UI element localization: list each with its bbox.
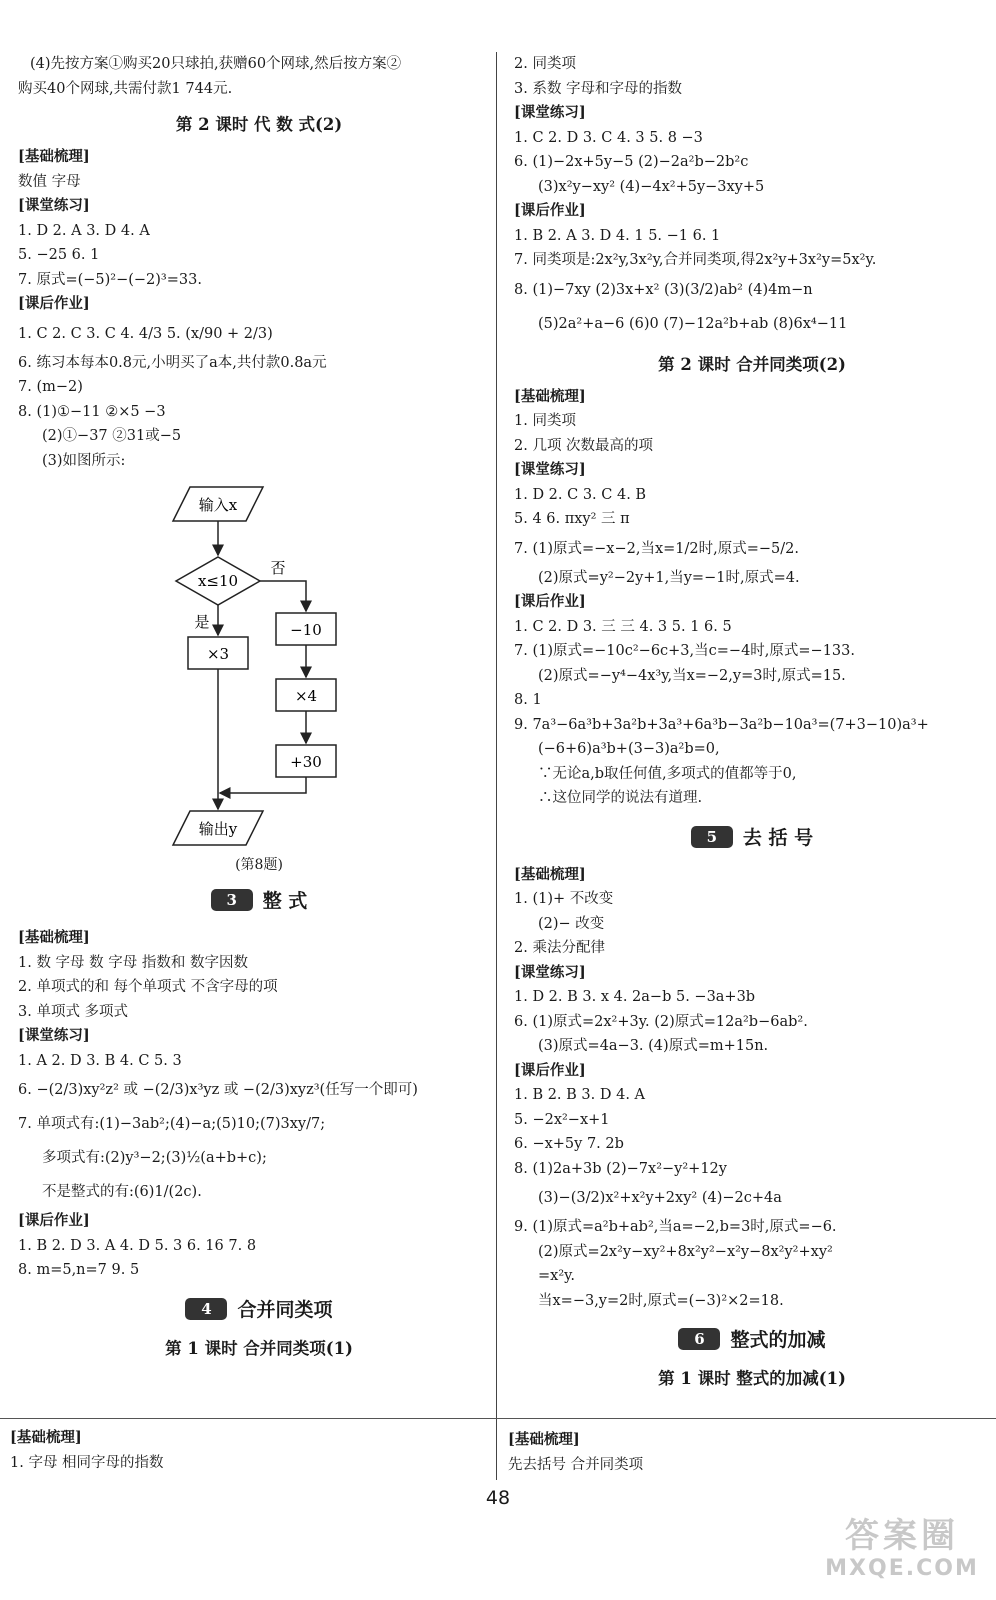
lesson-title: 第 2 课时 合并同类项(2) <box>658 354 846 374</box>
text-line: =x²y. <box>538 1268 576 1284</box>
right-bottom-block <box>508 1428 988 1477</box>
text-line: 8. (1)−7xy (2)3x+x² (3)(3/2)ab² (4)4m−n <box>514 281 813 298</box>
section-heading <box>18 888 500 914</box>
section-number: 5 <box>691 826 733 848</box>
watermark-line: 答案圈 <box>845 1516 959 1556</box>
text-line: 不是整式的有:(6)1/(2c). <box>42 1184 202 1200</box>
text-line: 6. −(2/3)xy²z² 或 −(2/3)x³yz 或 −(2/3)xyz³(任写一个即可) <box>18 1082 418 1098</box>
text-line: (2)原式=y²−2y+1,当y=−1时,原式=4. <box>538 569 800 586</box>
section-number: 4 <box>185 1298 227 1320</box>
text-line: 3. 单项式 多项式 <box>18 1003 129 1020</box>
text-line: 2. 几项 次数最高的项 <box>514 437 654 454</box>
left-column <box>18 52 500 1369</box>
section-tag: [ 基础梳理 ] <box>10 1426 490 1451</box>
section-title: 合并同类项 <box>237 1298 333 1321</box>
text-line: 7. 同类项是:2x²y,3x²y,合并同类项,得2x²y+3x²y=5x²y. <box>514 252 877 268</box>
text-line: 1. 字母 相同字母的指数 <box>10 1454 164 1471</box>
text-line: (5)2a²+a−6 (6)0 (7)−12a²b+ab (8)6x⁴−11 <box>538 315 848 332</box>
text-line: (2)①−37 ②31或−5 <box>42 428 182 444</box>
text-line: (3)如图所示: <box>42 452 126 469</box>
flowchart <box>168 477 408 852</box>
flow-minus10-label: −10 <box>290 621 322 639</box>
section-heading <box>514 825 990 851</box>
text-line: 2. 乘法分配律 <box>514 940 605 956</box>
text-line: 多项式有:(2)y³−2;(3)½(a+b+c); <box>42 1150 267 1166</box>
text-line: 5. −2x²−x+1 <box>514 1111 610 1128</box>
section-heading <box>514 1327 990 1353</box>
text-line: 7. (1)原式=−10c²−6c+3,当c=−4时,原式=−133. <box>514 643 855 659</box>
section-tag: [ 课后作业 ] <box>18 1209 500 1234</box>
flow-arrow <box>220 777 306 793</box>
text-line: 7. (1)原式=−x−2,当x=1/2时,原式=−5/2. <box>514 540 799 557</box>
text-line: 1. D 2. A 3. D 4. A <box>18 222 150 239</box>
text-line: 3. 系数 字母和字母的指数 <box>514 80 683 97</box>
section-tag: [ 基础梳理 ] <box>514 863 990 888</box>
lesson-title: 第 1 课时 合并同类项(1) <box>165 1338 353 1358</box>
text-line: (3)x²y−xy² (4)−4x²+5y−3xy+5 <box>538 178 765 195</box>
text-line: (−6+6)a³b+(3−3)a²b=0, <box>538 741 720 757</box>
text-line: 2. 单项式的和 每个单项式 不含字母的项 <box>18 979 278 995</box>
text-line: 8. (1)2a+3b (2)−7x²−y²+12y <box>514 1160 727 1177</box>
text-line: 6. 练习本每本0.8元,小明买了a本,共付款0.8a元 <box>18 354 327 371</box>
text-line: 1. B 2. D 3. A 4. D 5. 3 6. 16 7. 8 <box>18 1237 257 1254</box>
text-line: (2)原式=−y⁴−4x³y,当x=−2,y=3时,原式=15. <box>538 667 846 684</box>
text-line: 7. 单项式有:(1)−3ab²;(4)−a;(5)10;(7)3xy/7; <box>18 1116 326 1132</box>
flow-plus30-label: +30 <box>290 753 322 771</box>
flow-times3-label: ×3 <box>206 645 230 663</box>
section-tag: [ 课后作业 ] <box>514 1059 990 1084</box>
text-line: 1. A 2. D 3. B 4. C 5. 3 <box>18 1052 182 1069</box>
watermark-line: MXQE.COM <box>825 1556 979 1581</box>
text-line: (2)− 改变 <box>538 915 605 932</box>
text-line: 5. 4 6. πxy² 三 π <box>514 511 630 527</box>
lesson-title: 第 2 课时 代 数 式(2) <box>175 115 343 134</box>
section-tag: [ 基础梳理 ] <box>18 145 500 170</box>
text-line: (2)原式=2x²y−xy²+8x²y²−x²y−8x²y²+xy² <box>538 1243 833 1260</box>
text-line: 先去括号 合并同类项 <box>508 1456 644 1473</box>
flow-input-label: 输入x <box>198 496 238 514</box>
section-tag: [ 课后作业 ] <box>514 199 990 224</box>
text-line: (3)−(3/2)x²+x²y+2xy² (4)−2c+4a <box>538 1190 782 1206</box>
text-line: 9. (1)原式=a²b+ab²,当a=−2,b=3时,原式=−6. <box>514 1219 837 1235</box>
section-tag: [ 课后作业 ] <box>514 590 990 615</box>
flow-no-label: 否 <box>270 559 286 577</box>
section-tag: [ 基础梳理 ] <box>514 385 990 410</box>
text-line: 8. m=5,n=7 9. 5 <box>18 1262 140 1278</box>
text-line: 1. 数 字母 数 字母 指数和 数字因数 <box>18 954 248 971</box>
section-tag: [ 基础梳理 ] <box>508 1428 988 1453</box>
text-line: 7. 原式=(−5)²−(−2)³=33. <box>18 271 202 288</box>
text-line: (3)原式=4a−3. (4)原式=m+15n. <box>538 1038 769 1054</box>
bottom-rule <box>0 1418 996 1419</box>
lesson-title: 第 1 课时 整式的加减(1) <box>658 1369 846 1388</box>
text-line: ∴这位同学的说法有道理. <box>538 790 703 806</box>
text-line: 1. D 2. B 3. x 4. 2a−b 5. −3a+3b <box>514 989 756 1005</box>
text-line: 1. D 2. C 3. C 4. B <box>514 486 647 503</box>
flow-yes-label: 是 <box>194 613 210 631</box>
text-line: 1. B 2. B 3. D 4. A <box>514 1087 646 1103</box>
section-tag: [ 基础梳理 ] <box>18 926 500 951</box>
text-line: 数值 字母 <box>18 173 81 190</box>
section-tag: [ 课堂练习 ] <box>514 458 990 483</box>
watermark-logo <box>822 1516 982 1582</box>
flow-output-label: 输出y <box>198 820 238 838</box>
text-line: 7. (m−2) <box>18 379 83 395</box>
left-bottom-block <box>10 1426 490 1475</box>
text-line: 购买40个网球,共需付款1 744元. <box>18 80 233 97</box>
section-tag: [ 课堂练习 ] <box>514 101 990 126</box>
section-title: 整式的加减 <box>730 1329 826 1351</box>
right-column <box>514 52 990 1399</box>
figure-caption: (第8题) <box>235 857 283 873</box>
text-line: 6. −x+5y 7. 2b <box>514 1136 624 1152</box>
text-line: 1. C 2. D 3. 三 三 4. 3 5. 1 6. 5 <box>514 618 732 635</box>
flow-condition-label: x≤10 <box>197 572 239 590</box>
section-tag: [ 课堂练习 ] <box>514 961 990 986</box>
text-line: 8. (1)①−11 ②×5 −3 <box>18 403 166 420</box>
section-title: 整 式 <box>262 890 308 912</box>
section-title: 去 括 号 <box>742 826 814 849</box>
text-line: 9. 7a³−6a³b+3a²b+3a³+6a³b−3a²b−10a³=(7+3−10)a³+ <box>514 716 929 733</box>
text-line: 8. 1 <box>514 692 542 708</box>
text-line: (4)先按方案①购买20只球拍,获赠60个网球,然后按方案② <box>30 56 402 72</box>
section-number: 3 <box>211 889 253 911</box>
flow-times4-label: ×4 <box>294 687 318 705</box>
text-line: 2. 同类项 <box>514 56 576 72</box>
section-number: 6 <box>678 1328 720 1350</box>
flow-arrow <box>260 581 306 611</box>
section-tag: [ 课堂练习 ] <box>18 1024 500 1049</box>
text-line: 5. −25 6. 1 <box>18 247 100 263</box>
section-tag: [ 课堂练习 ] <box>18 194 500 219</box>
page-number: 48 <box>485 1487 511 1509</box>
text-line: 1. (1)+ 不改变 <box>514 891 614 907</box>
text-line: 1. 同类项 <box>514 413 576 429</box>
text-line: 1. C 2. D 3. C 4. 3 5. 8 −3 <box>514 129 703 146</box>
text-line: 1. C 2. C 3. C 4. 4/3 5. (x/90 + 2/3) <box>18 325 273 342</box>
text-line: 1. B 2. A 3. D 4. 1 5. −1 6. 1 <box>514 227 721 244</box>
text-line: 6. (1)−2x+5y−5 (2)−2a²b−2b²c <box>514 154 749 170</box>
text-line: 当x=−3,y=2时,原式=(−3)²×2=18. <box>538 1292 784 1309</box>
section-heading <box>18 1297 500 1323</box>
text-line: ∵无论a,b取任何值,多项式的值都等于0, <box>538 765 797 782</box>
text-line: 6. (1)原式=2x²+3y. (2)原式=12a²b−6ab². <box>514 1013 808 1030</box>
section-tag: [ 课后作业 ] <box>18 292 500 317</box>
